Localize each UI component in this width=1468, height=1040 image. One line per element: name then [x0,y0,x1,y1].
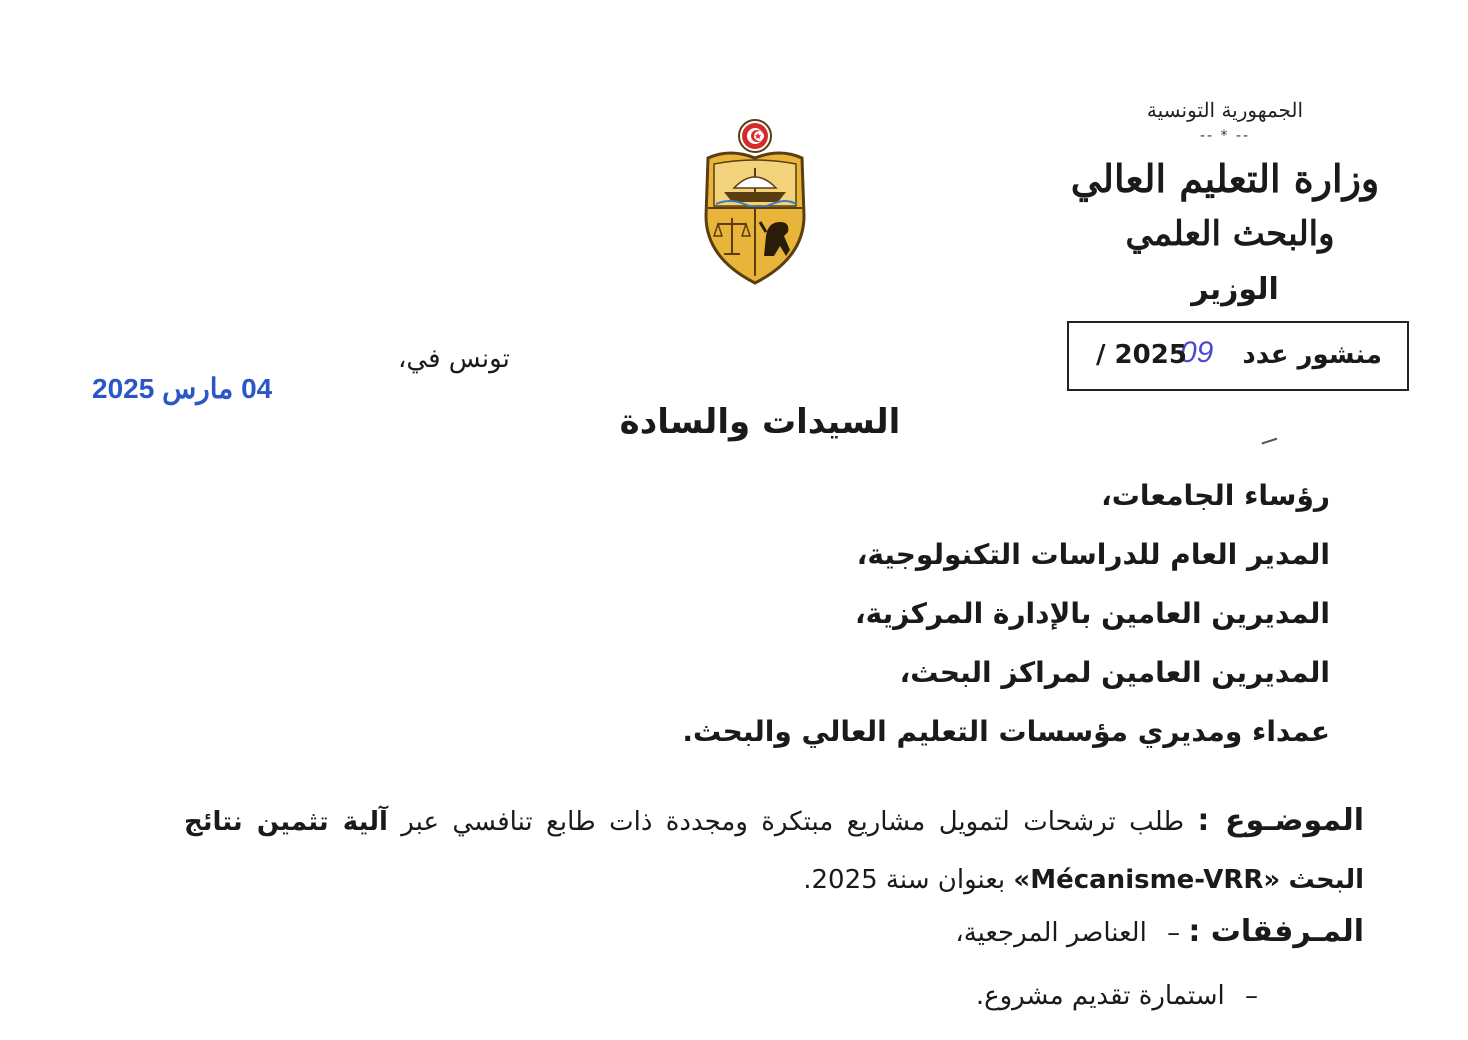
recipient-item: عمداء ومديري مؤسسات التعليم العالي والبحث. [682,715,1330,748]
attachment-row [664,976,1364,1040]
subject-bold-part: آلية تثمين نتائج البحث [184,807,1364,895]
subject-label: الموضـوع : [1197,803,1364,838]
circular-year: / 2025 [1096,340,1187,370]
ministry-name-line2: والبحث العلمي [1125,214,1335,254]
subject-mechanism: «Mécanisme-VRR» [1013,865,1281,895]
attachment-item: العناصر المرجعية، [955,918,1147,948]
subject-text-part2: بعنوان سنة 2025. [803,865,1006,895]
ministry-name-line1: وزارة التعليم العالي [1070,156,1380,201]
recipient-item: المديرين العامين بالإدارة المركزية، [855,597,1330,630]
tunisia-coat-of-arms-icon [700,118,810,288]
header-separator: -- * -- [1199,128,1251,144]
recipient-item: رؤساء الجامعات، [1101,479,1330,512]
republic-title: الجمهورية التونسية [1146,98,1304,122]
recipients-list [682,474,1330,769]
subject-paragraph [184,792,1364,909]
date-stamp: 04 مارس 2025 [92,373,273,404]
circular-label: منشور عدد [1242,340,1382,370]
subject-text-part1: طلب ترشحات لتمويل مشاريع مبتكرة ومجددة ذات طابع تنافسي عبر [401,807,1185,837]
bullet-dash: – [1167,918,1181,948]
attachment-row [664,912,1364,976]
ink-mark [1261,438,1278,449]
recipient-item: المديرين العامين لمراكز البحث، [899,656,1330,689]
minister-title: الوزير [1191,272,1279,307]
salutation-heading: السيدات والسادة [619,402,901,442]
attachments-label: المـرفقات : [1188,914,1364,949]
attachments-section [664,912,1364,1040]
bullet-dash: – [1245,981,1258,1011]
attachment-item: استمارة تقديم مشروع. [975,981,1225,1011]
recipient-item: المدير العام للدراسات التكنولوجية، [856,538,1330,571]
circular-number: 09 [1180,336,1214,369]
place-label: تونس في، [398,344,510,374]
